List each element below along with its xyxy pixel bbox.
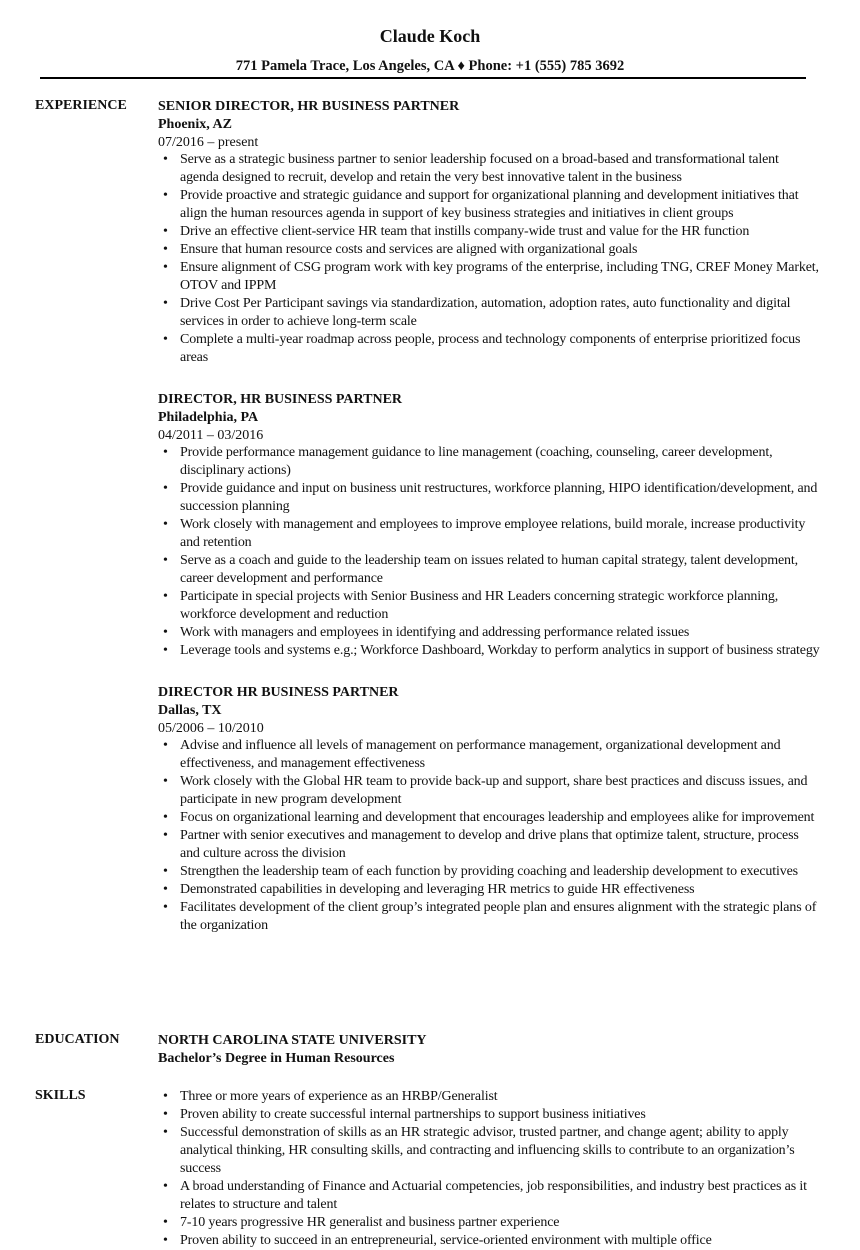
job-bullet: • Work closely with the Global HR team to provide back-up and support, share best practices and discuss issues, and participate in new program development (158, 773, 820, 809)
job-bullet: • Serve as a strategic business partner to senior leadership focused on a broad-based and transformational talent agenda designed to recruit, develop and retain the very best innovative talent in the business (158, 151, 820, 187)
job-bullet: • Provide guidance and input on business unit restructures, workforce planning, HIPO identification/development, and succession planning (158, 480, 820, 516)
contact-line: 771 Pamela Trace, Los Angeles, CA ♦ Phone: +1 (555) 785 3692 (235, 58, 625, 74)
job-bullet: • Focus on organizational learning and development that encourages leadership and employees alike for improvement (158, 809, 820, 827)
job-bullet: • Drive an effective client-service HR team that instills company-wide trust and value for the HR function (158, 223, 820, 241)
section-label-experience: EXPERIENCE (35, 98, 127, 113)
job-dates: 04/2011 – 03/2016 (158, 428, 264, 443)
job-bullet: • Strengthen the leadership team of each function by providing coaching and leadership development to executives (158, 863, 820, 881)
job-bullet: • Leverage tools and systems e.g.; Workforce Dashboard, Workday to perform analytics in support of business strategy (158, 642, 820, 660)
job-title: DIRECTOR HR BUSINESS PARTNER (158, 685, 399, 700)
school-name: NORTH CAROLINA STATE UNIVERSITY (158, 1033, 427, 1048)
header-divider (40, 77, 806, 79)
job-bullet: • Ensure alignment of CSG program work with key programs of the enterprise, including TNG, CREF Money Market, OTOV and IPPM (158, 259, 820, 295)
job-entry (158, 98, 818, 367)
job-dates: 05/2006 – 10/2010 (158, 721, 264, 736)
job-location: Dallas, TX (158, 703, 222, 718)
job-bullet: • Participate in special projects with Senior Business and HR Leaders concerning strategic workforce planning, workforce development and reduction (158, 588, 820, 624)
job-entry (158, 684, 818, 935)
job-bullet: • Complete a multi-year roadmap across people, process and technology components of enterprise prioritized focus areas (158, 331, 820, 367)
section-label-skills: SKILLS (35, 1088, 86, 1103)
job-bullet: • Advise and influence all levels of management on performance management, organizational development and effectiveness, and management effectiveness (158, 737, 820, 773)
job-bullet: • Partner with senior executives and management to develop and drive plans that optimize talent, structure, process and culture across the division (158, 827, 820, 863)
degree: Bachelor’s Degree in Human Resources (158, 1051, 395, 1066)
job-title: DIRECTOR, HR BUSINESS PARTNER (158, 392, 403, 407)
skill-item: • 7-10 years progressive HR generalist and business partner experience (158, 1214, 820, 1232)
job-bullet: • Provide performance management guidance to line management (coaching, counseling, career development, disciplinary actions) (158, 444, 820, 480)
job-bullet: • Demonstrated capabilities in developing and leveraging HR metrics to guide HR effectiveness (158, 881, 820, 899)
job-location: Philadelphia, PA (158, 410, 259, 425)
job-bullet: • Serve as a coach and guide to the leadership team on issues related to human capital strategy, talent development, career development and performance (158, 552, 820, 588)
skill-item: • Three or more years of experience as an HRBP/Generalist (158, 1088, 820, 1106)
job-list (158, 98, 818, 959)
job-entry (158, 391, 818, 660)
skill-item: • Successful demonstration of skills as an HR strategic advisor, trusted partner, and change agent; ability to apply analytical thinking, HR consulting skills, and contracting and influencing skills to contribute to an organization’s success (158, 1124, 820, 1178)
job-dates: 07/2016 – present (158, 135, 259, 150)
skill-item: • A broad understanding of Finance and Actuarial competencies, job responsibilities, and industry best practices as it relates to structure and talent (158, 1178, 820, 1214)
job-title: SENIOR DIRECTOR, HR BUSINESS PARTNER (158, 99, 460, 114)
job-bullet: • Work with managers and employees in identifying and addressing performance related issues (158, 624, 820, 642)
job-bullet: • Work closely with management and employees to improve employee relations, build morale, increase productivity and retention (158, 516, 820, 552)
job-bullet: • Provide proactive and strategic guidance and support for organizational planning and development initiatives that align the human resources agenda in support of key business strategies and initiatives in client groups (158, 187, 820, 223)
section-label-education: EDUCATION (35, 1032, 120, 1047)
job-location: Phoenix, AZ (158, 117, 232, 132)
skills-list (158, 1088, 818, 1250)
job-bullet: • Ensure that human resource costs and services are aligned with organizational goals (158, 241, 820, 259)
skill-item: • Proven ability to create successful internal partnerships to support business initiatives (158, 1106, 820, 1124)
resume-name: Claude Koch (379, 26, 481, 46)
job-bullet: • Drive Cost Per Participant savings via standardization, automation, adoption rates, auto functionality and digital services in order to achieve long-term scale (158, 295, 820, 331)
skill-item: • Proven ability to succeed in an entrepreneurial, service-oriented environment with multiple office (158, 1232, 820, 1250)
job-bullet: • Facilitates development of the client group’s integrated people plan and ensures alignment with the strategic plans of the organization (158, 899, 820, 935)
